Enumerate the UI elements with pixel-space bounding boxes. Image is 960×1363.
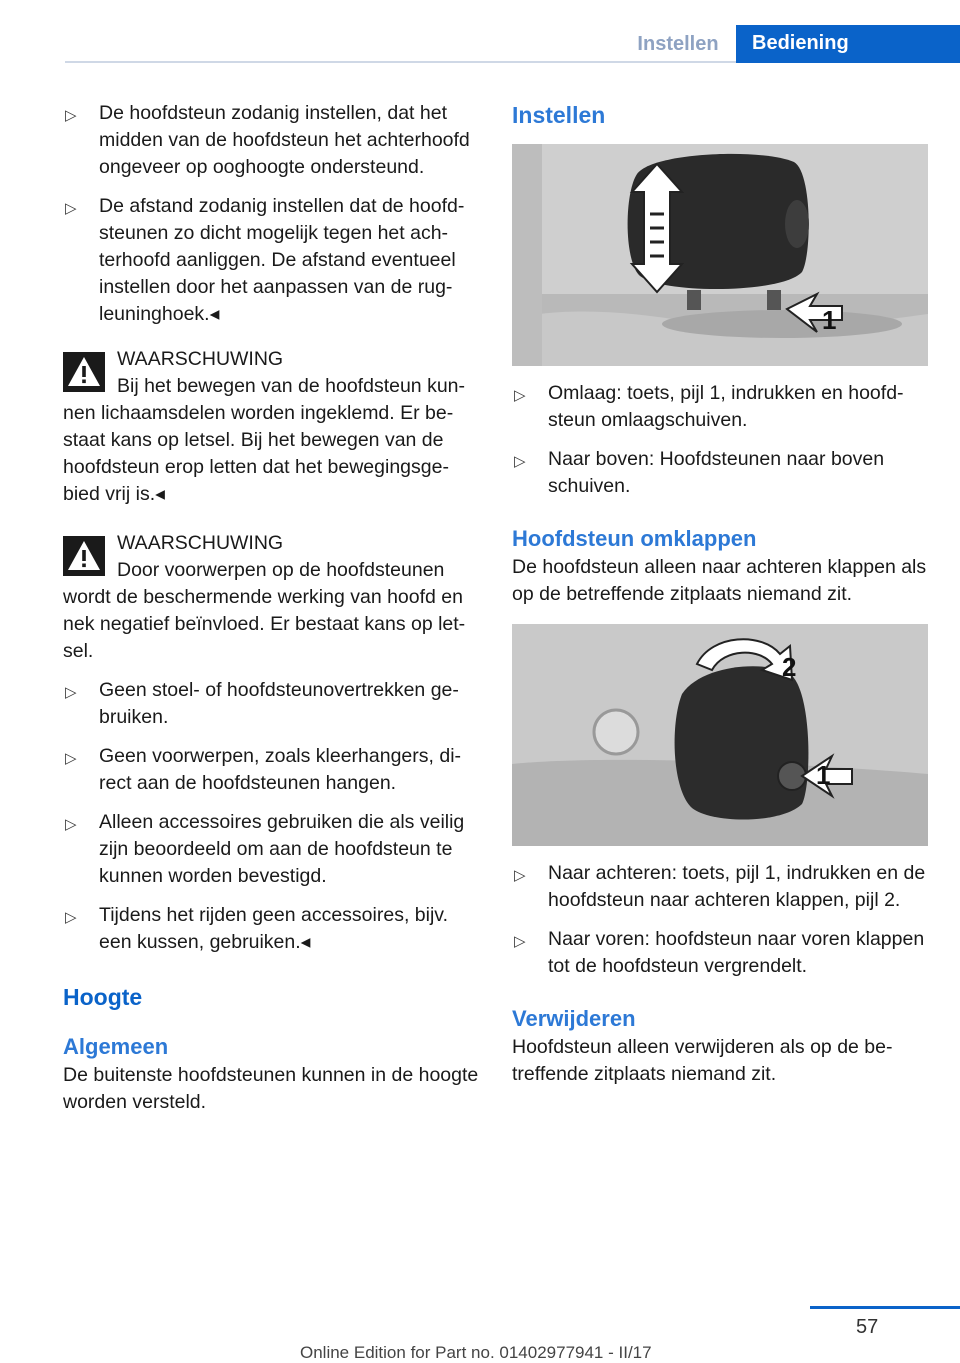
verwijderen-paragraph: Hoofdsteun alleen verwijderen als op de be-treffende zitplaats niemand zit.: [512, 1036, 893, 1085]
edition-note: Online Edition for Part no. 01402977941 - II/17: [300, 1343, 652, 1362]
warning-box: [63, 530, 481, 665]
list-item: [63, 677, 481, 731]
heading-algemeen: Algemeen: [63, 1034, 169, 1059]
bullet-icon: ▷: [514, 387, 526, 404]
list-item: [512, 926, 930, 980]
bullet-icon: ▷: [514, 867, 526, 884]
list-item: [63, 743, 481, 797]
figure-headrest-height: [512, 144, 928, 366]
bullet-icon: ▷: [65, 107, 77, 124]
warning-title: WAARSCHUWING: [117, 348, 284, 370]
figure-headrest-fold: [512, 624, 928, 846]
bullet-icon: ▷: [65, 684, 77, 701]
bullet-list-top: [63, 100, 481, 328]
list-item: [63, 100, 481, 181]
omklappen-paragraph: De hoofdsteun alleen naar achteren klappen als op de betreffende zitplaats niemand zit.: [512, 556, 927, 605]
list-item-text: Geen stoel- of hoofdsteunovertrekken ge-bruiken.: [99, 679, 459, 728]
bullet-icon: ▷: [514, 453, 526, 470]
list-item-text: Alleen accessoires gebruiken die als veilig zijn beoordeeld om aan de hoofdsteun te kunnen worden bevestigd.: [99, 811, 465, 887]
list-item-text: De hoofdsteun zodanig instellen, dat het midden van de hoofdsteun het achterhoofd ongeveer op ooghoogte ondersteund.: [99, 102, 470, 178]
heading-instellen: Instellen: [512, 102, 606, 128]
figure-label: 2: [782, 652, 797, 682]
list-item: [63, 193, 481, 328]
warning-text: Door voorwerpen op de hoofdsteunen wordt de beschermende werking van hoofd en nek negatief beïnvloed. Er bestaat kans op let-sel.: [63, 559, 466, 662]
bullet-icon: ▷: [65, 200, 77, 217]
list-item-text: De afstand zodanig instellen dat de hoofd-steunen zo dicht mogelijk tegen het ach-terhoofd aanliggen. De afstand eventueel instellen door het aanpassen van de rug-leuninghoek.◂: [99, 195, 465, 325]
bullet-list-omklappen: [512, 860, 930, 980]
heading-hoogte: Hoogte: [63, 984, 143, 1010]
list-item-text: Naar voren: hoofdsteun naar voren klappen tot de hoofdsteun vergrendelt.: [548, 928, 925, 977]
warning-box: [63, 346, 481, 508]
algemeen-paragraph: De buitenste hoofdsteunen kunnen in de hoogte worden versteld.: [63, 1064, 479, 1113]
bullet-icon: ▷: [65, 909, 77, 926]
list-item-text: Geen voorwerpen, zoals kleerhangers, di-rect aan de hoofdsteunen hangen.: [99, 745, 462, 794]
list-item-text: Naar achteren: toets, pijl 1, indrukken en de hoofdsteun naar achteren klappen, pijl 2.: [548, 862, 926, 911]
tab-instellen[interactable]: Instellen: [637, 33, 719, 55]
figure-label: 1: [816, 760, 831, 790]
list-item-text: Tijdens het rijden geen accessoires, bijv. een kussen, gebruiken.◂: [99, 904, 449, 953]
footer-rule: [810, 1306, 960, 1309]
headrest-height-illustration: [512, 144, 928, 366]
bullet-list-instellen: [512, 380, 930, 500]
warning-title: WAARSCHUWING: [117, 532, 284, 554]
heading-omklappen: Hoofdsteun omklappen: [512, 526, 757, 551]
list-item: [512, 380, 930, 434]
left-column: [63, 100, 481, 1116]
headrest-fold-illustration: [512, 624, 928, 846]
tab-bediening[interactable]: Bediening: [736, 25, 960, 63]
list-item: [512, 860, 930, 914]
list-item-text: Naar boven: Hoofdsteunen naar boven schuiven.: [548, 448, 885, 497]
warning-text: Bij het bewegen van de hoofdsteun kun-nen lichaamsdelen worden ingeklemd. Er be-staat kans op letsel. Bij het bewegen van de hoofdsteun erop letten dat het bewegingsge-bied vrij is.◂: [63, 375, 466, 505]
page-number: 57: [856, 1316, 879, 1338]
bullet-icon: ▷: [65, 750, 77, 767]
bullet-list-bottom: [63, 677, 481, 956]
bullet-icon: ▷: [514, 933, 526, 950]
heading-verwijderen: Verwijderen: [512, 1006, 636, 1031]
list-item-text: Omlaag: toets, pijl 1, indrukken en hoofd-steun omlaagschuiven.: [548, 382, 904, 431]
warning-triangle-icon: [63, 352, 105, 392]
figure-label: 1: [822, 305, 837, 335]
warning-triangle-icon: [63, 536, 105, 576]
list-item: [512, 446, 930, 500]
list-item: [63, 902, 481, 956]
list-item: [63, 809, 481, 890]
right-column: [512, 100, 930, 1088]
bullet-icon: ▷: [65, 816, 77, 833]
